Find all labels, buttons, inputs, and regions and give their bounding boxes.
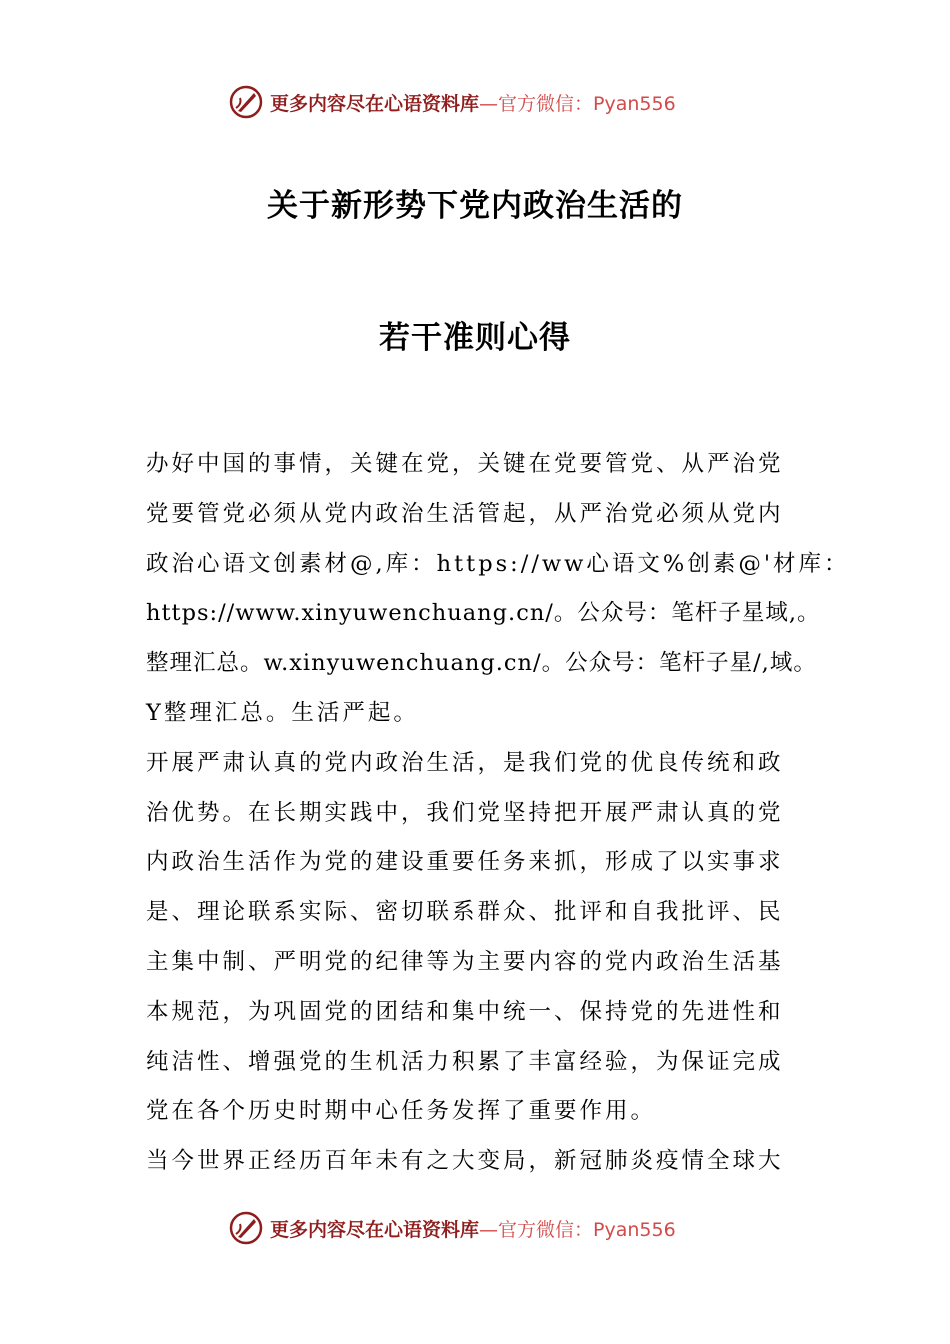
body-line: 本规范，为巩固党的团结和集中统一、保持党的先进性和 bbox=[146, 998, 784, 1025]
body-line: https://www.xinyuwenchuang.cn/。公众号：笔杆子星域,。 bbox=[146, 600, 821, 627]
body-line: Y整理汇总。生活严起。 bbox=[146, 699, 419, 726]
watermark-wechat: —官方微信：Pyan556 bbox=[479, 92, 676, 115]
watermark-text: 更多内容尽在心语资料库 bbox=[270, 1218, 480, 1241]
watermark-text: 更多内容尽在心语资料库 bbox=[270, 92, 480, 115]
body-line: 是、理论联系实际、密切联系群众、批评和自我批评、民 bbox=[146, 899, 784, 926]
document-title-line1: 关于新形势下党内政治生活的 bbox=[267, 188, 683, 224]
body-line: 党在各个历史时期中心任务发挥了重要作用。 bbox=[146, 1098, 657, 1125]
body-line: 整理汇总。w.xinyuwenchuang.cn/。公众号：笔杆子星/,域。 bbox=[146, 650, 817, 677]
quill-logo-icon bbox=[228, 1210, 264, 1246]
document-title-line2: 若干准则心得 bbox=[379, 320, 571, 356]
body-line: 党要管党必须从党内政治生活管起，从严治党必须从党内 bbox=[146, 500, 784, 527]
body-line: 办好中国的事情，关键在党，关键在党要管党、从严治党 bbox=[146, 451, 784, 477]
body-line: 内政治生活作为党的建设重要任务来抓，形成了以实事求 bbox=[146, 849, 784, 876]
body-line: 开展严肃认真的党内政治生活，是我们党的优良传统和政 bbox=[146, 749, 784, 776]
body-line: 主集中制、严明党的纪律等为主要内容的党内政治生活基 bbox=[146, 948, 784, 975]
body-line: 政治心语文创素材@,库：https://ww心语文%创素@'材库： bbox=[146, 550, 850, 577]
watermark-wechat: —官方微信：Pyan556 bbox=[479, 1218, 676, 1241]
body-line: 纯洁性、增强党的生机活力积累了丰富经验，为保证完成 bbox=[146, 1048, 784, 1075]
body-line: 治优势。在长期实践中，我们党坚持把开展严肃认真的党 bbox=[146, 799, 784, 826]
header-watermark-banner bbox=[228, 82, 748, 122]
footer-watermark-banner bbox=[228, 1208, 748, 1248]
quill-logo-icon bbox=[228, 84, 264, 120]
document-body bbox=[146, 440, 850, 1187]
body-line: 当今世界正经历百年未有之大变局，新冠肺炎疫情全球大 bbox=[146, 1148, 784, 1175]
